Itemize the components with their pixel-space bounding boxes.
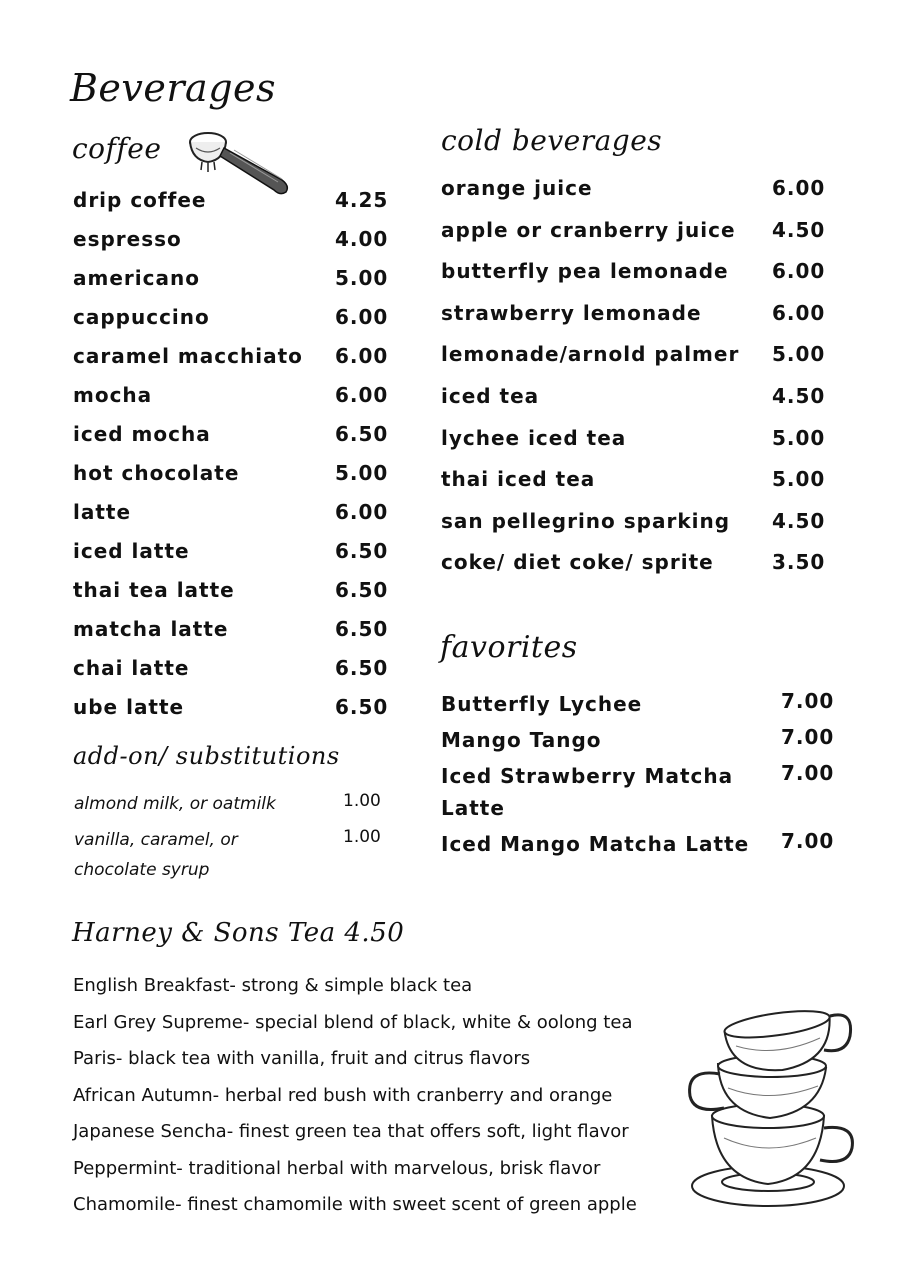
list-item: Peppermint- traditional herbal with marvelous, brisk flavor <box>73 1157 601 1179</box>
list-item <box>74 789 394 819</box>
item-price: 6.50 <box>335 539 389 563</box>
list-item <box>441 342 841 384</box>
item-price: 6.50 <box>335 422 389 446</box>
item-name: matcha latte <box>73 617 229 641</box>
item-name: iced mocha <box>73 422 211 446</box>
list-item <box>73 227 393 266</box>
list-item: Earl Grey Supreme- special blend of black, white & oolong tea <box>73 1011 633 1033</box>
item-price: 5.00 <box>335 461 389 485</box>
list-item: Chamomile- finest chamomile with sweet scent of green apple <box>73 1194 637 1215</box>
addons-heading: add-on/ substitutions <box>73 742 340 770</box>
item-price: 5.00 <box>335 266 389 290</box>
item-price: 5.00 <box>772 342 826 367</box>
list-item <box>441 688 841 720</box>
list-item: Paris- black tea with vanilla, fruit and citrus flavors <box>73 1048 531 1069</box>
item-name: san pellegrino sparking <box>441 508 731 533</box>
item-price: 6.00 <box>335 344 389 368</box>
item-name: Iced Mango Matcha Latte <box>441 832 750 856</box>
item-price: 7.00 <box>781 829 835 853</box>
item-name: drip coffee <box>73 188 207 212</box>
list-item <box>441 550 841 592</box>
list-item <box>73 617 393 656</box>
item-name: orange juice <box>441 176 593 200</box>
item-price: 6.50 <box>335 695 389 719</box>
list-item <box>441 828 841 860</box>
item-name: apple or cranberry juice <box>441 217 736 242</box>
list-item <box>441 467 841 509</box>
list-item <box>73 266 393 305</box>
item-name: Mango Tango <box>441 728 602 752</box>
tea-list <box>73 968 713 1224</box>
stacked-teacups-icon <box>680 988 862 1224</box>
item-name: thai iced tea <box>441 467 596 492</box>
list-item <box>441 218 841 260</box>
item-name: iced tea <box>441 383 540 408</box>
item-price: 4.50 <box>772 217 826 242</box>
item-name: hot chocolate <box>73 461 240 485</box>
item-price: 6.50 <box>335 656 389 680</box>
addons-list <box>74 789 394 891</box>
item-name: cappuccino <box>73 305 210 329</box>
item-name: caramel macchiato <box>73 344 303 368</box>
list-item <box>441 384 841 426</box>
list-item <box>441 176 841 218</box>
item-price: 7.00 <box>781 761 835 785</box>
item-price: 7.00 <box>781 725 835 749</box>
cold-beverages-list <box>441 176 841 592</box>
coffee-list <box>73 188 393 734</box>
item-price: 4.50 <box>772 508 826 533</box>
item-price: 1.00 <box>343 791 381 811</box>
tea-heading: Harney & Sons Tea 4.50 <box>72 918 405 948</box>
item-name: chai latte <box>73 656 190 680</box>
item-price: 6.00 <box>335 305 389 329</box>
item-name: americano <box>73 266 200 290</box>
list-item <box>441 259 841 301</box>
list-item: English Breakfast- strong & simple black tea <box>73 975 473 996</box>
coffee-heading: coffee <box>72 132 162 165</box>
item-price: 1.00 <box>343 827 381 847</box>
item-price: 6.00 <box>772 259 826 284</box>
item-name: ube latte <box>73 695 185 719</box>
item-price: 4.00 <box>335 227 389 251</box>
item-price: 6.50 <box>335 578 389 602</box>
item-name: Iced Strawberry Matcha Latte <box>441 764 734 820</box>
list-item <box>441 426 841 468</box>
list-item: Japanese Sencha- finest green tea that offers soft, light flavor <box>73 1121 629 1142</box>
item-name: lychee iced tea <box>441 425 627 450</box>
item-name: almond milk, or oatmilk <box>74 794 276 814</box>
item-price: 6.00 <box>772 176 826 200</box>
item-price: 6.50 <box>335 617 389 641</box>
list-item <box>73 383 393 422</box>
item-price: 5.00 <box>772 425 826 450</box>
item-name: vanilla, caramel, or chocolate syrup <box>74 830 238 880</box>
list-item <box>73 695 393 734</box>
item-name: coke/ diet coke/ sprite <box>441 550 714 575</box>
item-name: iced latte <box>73 539 190 563</box>
list-item <box>73 305 393 344</box>
list-item <box>441 301 841 343</box>
item-price: 5.00 <box>772 467 826 492</box>
item-price: 4.25 <box>335 188 389 212</box>
item-name: strawberry lemonade <box>441 300 702 325</box>
list-item <box>441 724 841 756</box>
item-name: lemonade/arnold palmer <box>441 342 740 367</box>
item-name: Butterfly Lychee <box>441 692 643 716</box>
cold-beverages-heading: cold beverages <box>441 124 663 157</box>
item-price: 7.00 <box>781 689 835 713</box>
item-name: mocha <box>73 383 153 407</box>
list-item <box>73 500 393 539</box>
list-item <box>74 825 394 885</box>
list-item <box>73 656 393 695</box>
list-item <box>73 461 393 500</box>
item-name: butterfly pea lemonade <box>441 259 729 284</box>
item-name: latte <box>73 500 132 524</box>
list-item <box>441 509 841 551</box>
item-price: 6.00 <box>335 500 389 524</box>
favorites-heading: favorites <box>440 630 578 665</box>
list-item <box>73 422 393 461</box>
list-item <box>73 188 393 227</box>
item-name: thai tea latte <box>73 578 235 602</box>
item-name: espresso <box>73 227 182 251</box>
item-price: 6.00 <box>772 300 826 325</box>
list-item: African Autumn- herbal red bush with cranberry and orange <box>73 1084 613 1106</box>
item-price: 3.50 <box>772 550 826 575</box>
list-item <box>73 539 393 578</box>
item-price: 4.50 <box>772 383 826 408</box>
page-title: Beverages <box>70 66 277 110</box>
item-price: 6.00 <box>335 383 389 407</box>
list-item <box>441 760 841 824</box>
list-item <box>73 344 393 383</box>
favorites-list <box>441 688 841 864</box>
list-item <box>73 578 393 617</box>
